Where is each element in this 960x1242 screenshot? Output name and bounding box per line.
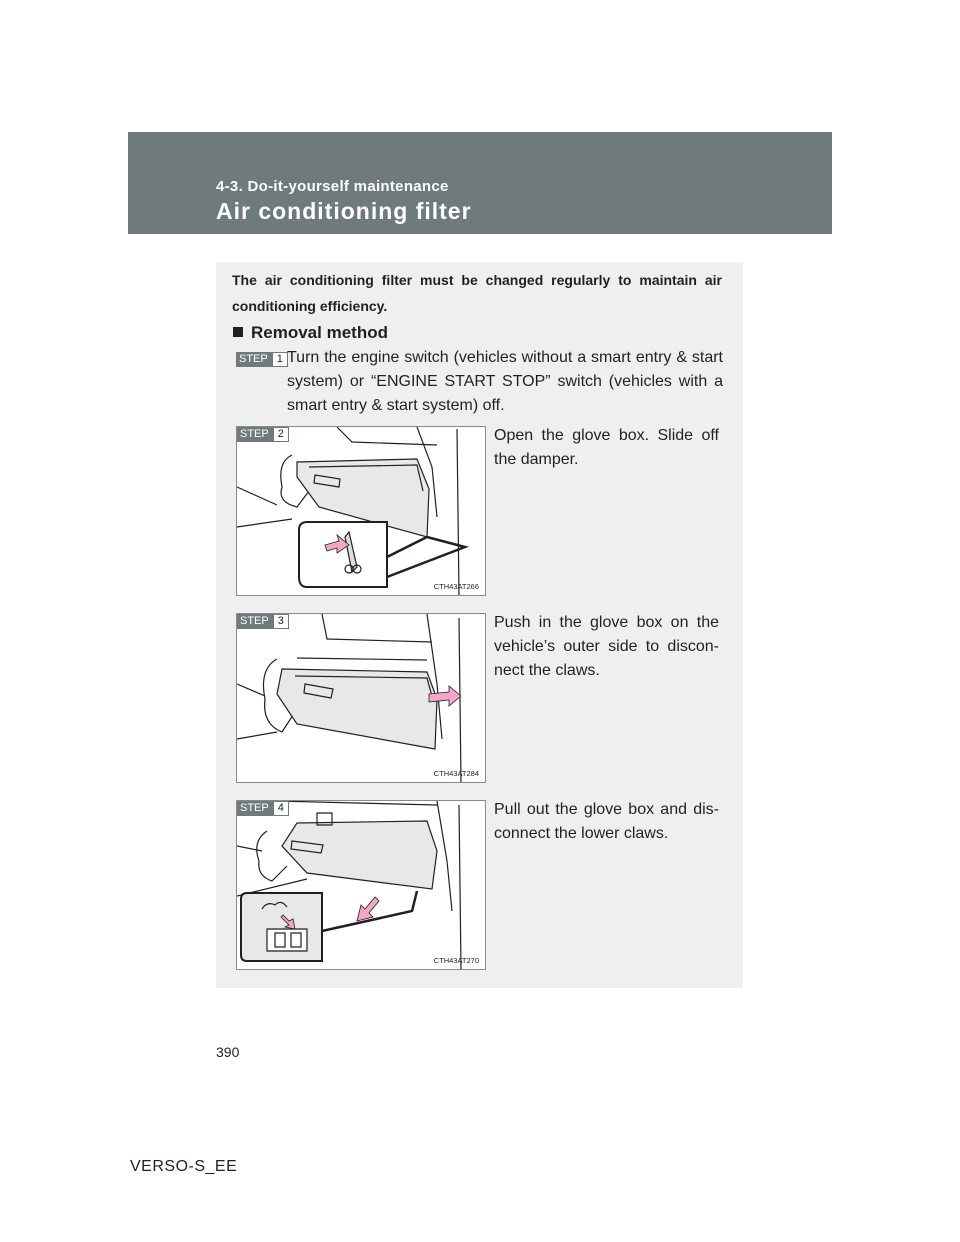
step-1-text: Turn the engine switch (vehicles without a smart entry & start system) or “ENGINE START STOP” switch (vehicles with a smart entry & start system) off.	[287, 349, 723, 414]
removal-method-heading	[233, 323, 388, 343]
step-4-text: Pull out the glove box and dis-connect the lower claws.	[494, 801, 719, 842]
step-word: STEP	[237, 427, 273, 442]
step-word: STEP	[236, 352, 272, 367]
figure-code: CTH43AT266	[433, 582, 479, 591]
step-4-badge	[237, 801, 289, 816]
footer-code: VERSO-S_EE	[130, 1158, 238, 1175]
chapter-header	[128, 132, 832, 234]
page-title: Air conditioning filter	[216, 198, 472, 224]
glove-box-push-drawing	[237, 614, 485, 782]
intro-text: The air conditioning filter must be changed regularly to maintain air conditioning efficiency.	[232, 272, 722, 314]
figure-code: CTH43AT284	[433, 769, 479, 778]
step-number: 2	[273, 427, 289, 442]
page-number: 390	[216, 1044, 240, 1060]
step-word: STEP	[237, 614, 273, 629]
step-3-illustration	[236, 613, 486, 783]
step-4-illustration	[236, 800, 486, 970]
glove-box-pull-drawing	[237, 801, 485, 969]
step-number: 3	[273, 614, 289, 629]
step-number: 1	[272, 352, 288, 367]
glove-box-damper-drawing	[237, 427, 485, 595]
step-2-illustration	[236, 426, 486, 596]
step-1-badge	[236, 352, 288, 367]
square-bullet-icon	[233, 327, 243, 337]
step-2-badge	[237, 427, 289, 442]
step-number: 4	[273, 801, 289, 816]
step-3-badge	[237, 614, 289, 629]
section-label: 4-3. Do-it-yourself maintenance	[216, 178, 449, 195]
step-2-text: Open the glove box. Slide off the damper.	[494, 427, 719, 468]
pull-arrow-icon	[357, 897, 379, 921]
figure-code: CTH43AT270	[433, 956, 479, 965]
step-word: STEP	[237, 801, 273, 816]
removal-method-label: Removal method	[251, 323, 388, 342]
step-3-text: Push in the glove box on the vehicle’s outer side to discon-nect the claws.	[494, 614, 719, 679]
